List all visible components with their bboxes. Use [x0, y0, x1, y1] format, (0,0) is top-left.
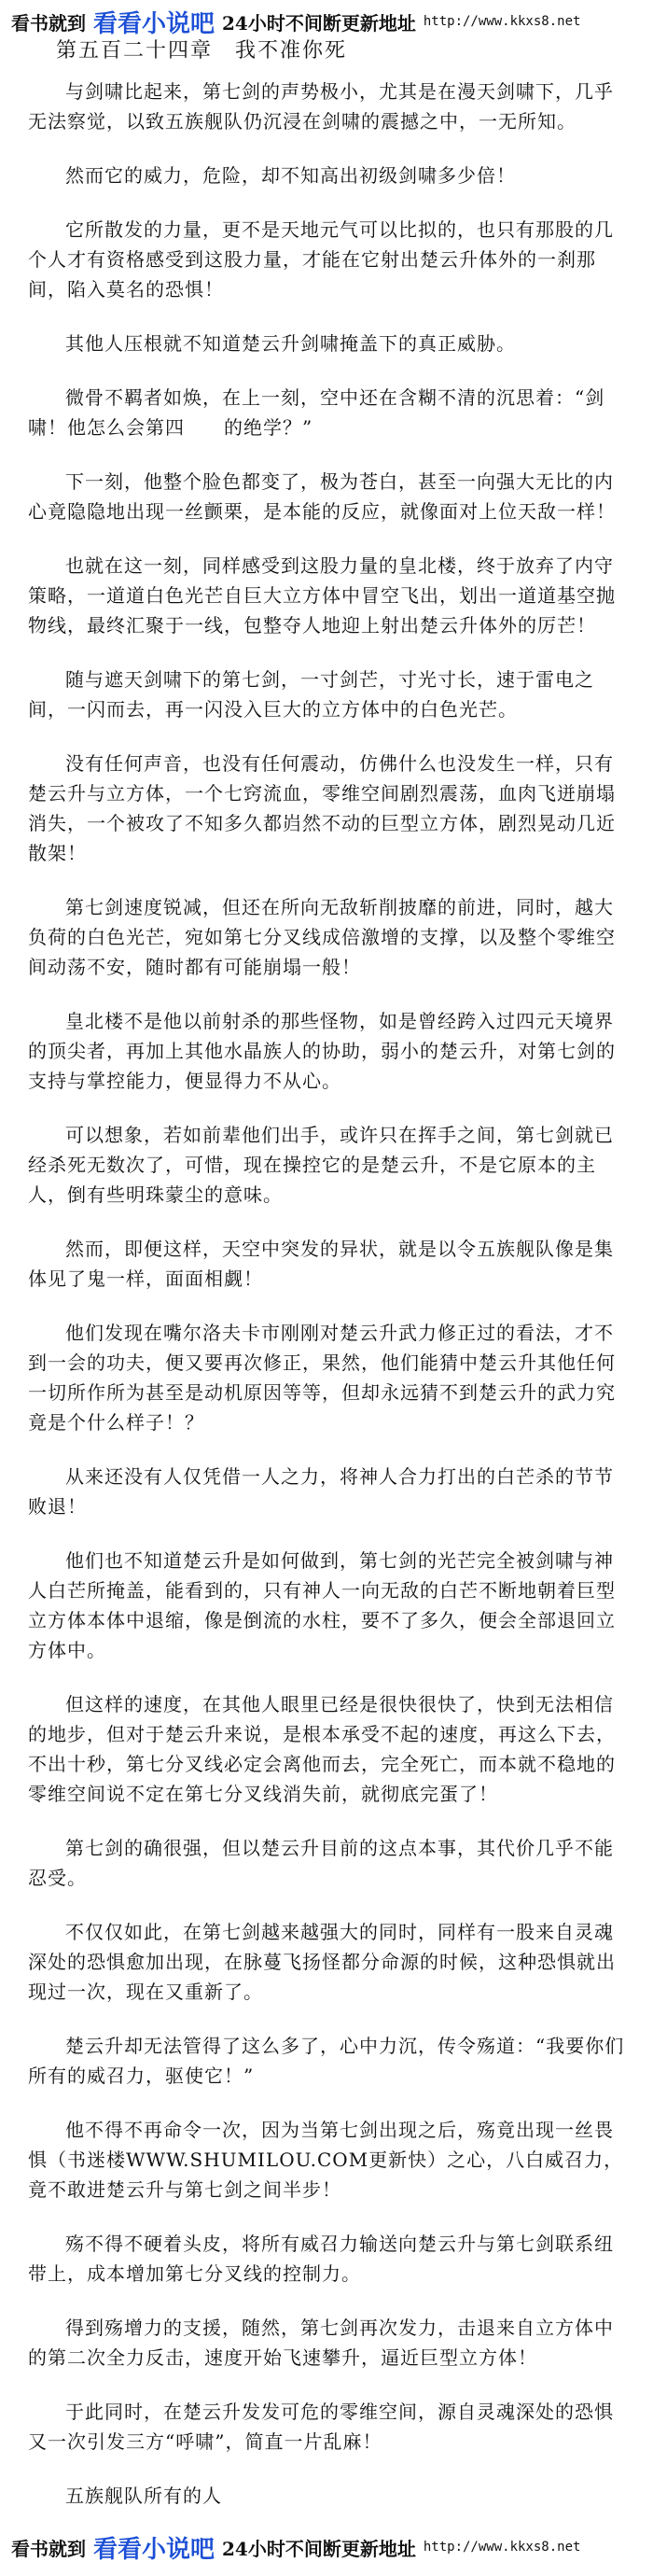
paragraph: 然而它的威力，危险，却不知高出初级剑啸多少倍！	[65, 164, 516, 187]
banner-slogan: 24小时不间断更新地址	[222, 11, 416, 35]
paragraph: 随与遮天剑啸下的第七剑，一寸剑芒，寸光寸长，速于雷电之间，一闪而去，再一闪没入巨大的立方体中的白色光芒。	[28, 668, 594, 721]
paragraph: 可以想象，若如前辈他们出手，或许只在挥手之间，第七剑就已经杀死无数次了，可惜，现在操控它的是楚云升，不是它原本的主人，倒有些明珠蒙尘的意味。	[28, 1124, 614, 1206]
paragraph: 但这样的速度，在其他人眼里已经是很快很快了，快到无法相信的地步，但对于楚云升来说，是根本承受不起的速度，再这么下去，不出十秒，第七分叉线必定会离他而去，完全死亡，而本就不稳地的零维空间说不定在第七分叉线消失前，就彻底完蛋了！	[28, 1693, 616, 1805]
paragraph: 从来还没有人仅凭借一人之力，将神人合力打出的白芒杀的节节败退！	[28, 1465, 614, 1518]
paragraph: 没有任何声音，也没有任何震动，仿佛什么也没发生一样，只有楚云升与立方体，一个七窍流血，零维空间剧烈震荡，血肉飞迸崩塌消失，一个被攻了不知多久都岿然不动的巨型立方体，剧烈晃动几近散架！	[28, 752, 616, 864]
bottom-banner	[0, 2531, 653, 2563]
paragraph: 微骨不羁者如焕，在上一刻，空中还在含糊不清的沉思着：“剑啸！他怎么会第四 的绝学？”	[28, 386, 605, 439]
banner-url-link[interactable]: http://www.kkxs8.net	[423, 14, 581, 29]
banner-slogan: 24小时不间断更新地址	[222, 2537, 416, 2560]
paragraph: 殇不得不硬着头皮，将所有威召力输送向楚云升与第七剑联系纽带上，成本增加第七分叉线的控制力。	[28, 2233, 614, 2285]
top-banner	[0, 6, 653, 37]
paragraph: 五族舰队所有的人	[65, 2485, 222, 2507]
paragraph: 它所散发的力量，更不是天地元气可以比拟的，也只有那股的几个人才有资格感受到这股力量，才能在它射出楚云升体外的一刹那间，陷入莫名的恐惧！	[28, 218, 614, 301]
banner-left-text: 看书就到	[11, 11, 86, 35]
paragraph: 第七剑速度锐减，但还在所向无敌斩削披靡的前进，同时，越大负荷的白色光芒，宛如第七分叉线成倍激增的支撑，以及整个零维空间动荡不安，随时都有可能崩塌一般！	[28, 896, 616, 978]
paragraph: 其他人压根就不知道楚云升剑啸掩盖下的真正威胁。	[65, 332, 516, 355]
paragraph: 于此同时，在楚云升发发可危的零维空间，源自灵魂深处的恐惧又一次引发三方“呼啸”，简直一片乱麻！	[28, 2401, 614, 2453]
paragraph: 然而，即便这样，天空中突发的异状，就是以令五族舰队像是集体见了鬼一样，面面相觑！	[28, 1238, 614, 1290]
paragraph: 不仅仅如此，在第七剑越来越强大的同时，同样有一股来自灵魂深处的恐惧愈加出现，在脉蔓飞扬怪都分命源的时候，这种恐惧就出现过一次，现在又重新了。	[28, 1921, 616, 2003]
paragraph: 他不得不再命令一次，因为当第七剑出现之后，殇竟出现一丝畏惧（书迷楼WWW.SHUMILOU.COM更新快）之心，八白威召力，竟不敢进楚云升与第七剑之间半步！	[28, 2119, 624, 2201]
chapter-title: 第五百二十四章 我不准你死	[56, 39, 348, 63]
paragraph: 也就在这一刻，同样感受到这股力量的皇北楼，终于放弃了内守策略，一道道白色光芒自巨大立方体中冒空飞出，划出一道道基空抛物线，最终汇聚于一线，包整夺人地迎上射出楚云升体外的厉芒！	[28, 554, 616, 637]
paragraph: 他们也不知道楚云升是如何做到，第七剑的光芒完全被剑啸与神人白芒所掩盖，能看到的，只有神人一向无敌的白芒不断地朝着巨型立方体本体中退缩，像是倒流的水柱，要不了多久，便会全部退回立方体中。	[28, 1549, 616, 1661]
chapter-content	[28, 37, 625, 2535]
paragraph: 下一刻，他整个脸色都变了，极为苍白，甚至一向强大无比的内心竟隐隐地出现一丝颤栗，是本能的反应，就像面对上位天敌一样！	[28, 470, 616, 523]
banner-left-text: 看书就到	[11, 2537, 86, 2560]
paragraph: 他们发现在嘴尔洛夫卡市刚刚对楚云升武力修正过的看法，才不到一会的功夫，便又要再次修正，果然，他们能猜中楚云升其他任何一切所作所为甚至是动机原因等等，但却永远猜不到楚云升的武力究竟是个什么样子！？	[28, 1322, 616, 1434]
paragraph: 与剑啸比起来，第七剑的声势极小，尤其是在漫天剑啸下，几乎无法察觉，以致五族舰队仍沉浸在剑啸的震撼之中，一无所知。	[28, 80, 614, 133]
paragraph: 第七剑的确很强，但以楚云升目前的这点本事，其代价几乎不能忍受。	[28, 1837, 614, 1889]
paragraph: 楚云升却无法管得了这么多了，心中力沉，传令殇道：“我要你们所有的威召力，驱使它！”	[28, 2035, 625, 2087]
banner-brand[interactable]: 看看小说吧	[93, 2535, 215, 2564]
paragraph: 得到殇增力的支援，随然，第七剑再次发力，击退来自立方体中的第二次全力反击，速度开始飞速攀升，逼近巨型立方体！	[28, 2317, 614, 2369]
banner-brand[interactable]: 看看小说吧	[93, 9, 215, 38]
paragraph: 皇北楼不是他以前射杀的那些怪物，如是曾经跨入过四元天境界的顶尖者，再加上其他水晶族人的协助，弱小的楚云升，对第七剑的支持与掌控能力，便显得力不从心。	[28, 1010, 616, 1092]
banner-url-link[interactable]: http://www.kkxs8.net	[423, 2540, 581, 2555]
